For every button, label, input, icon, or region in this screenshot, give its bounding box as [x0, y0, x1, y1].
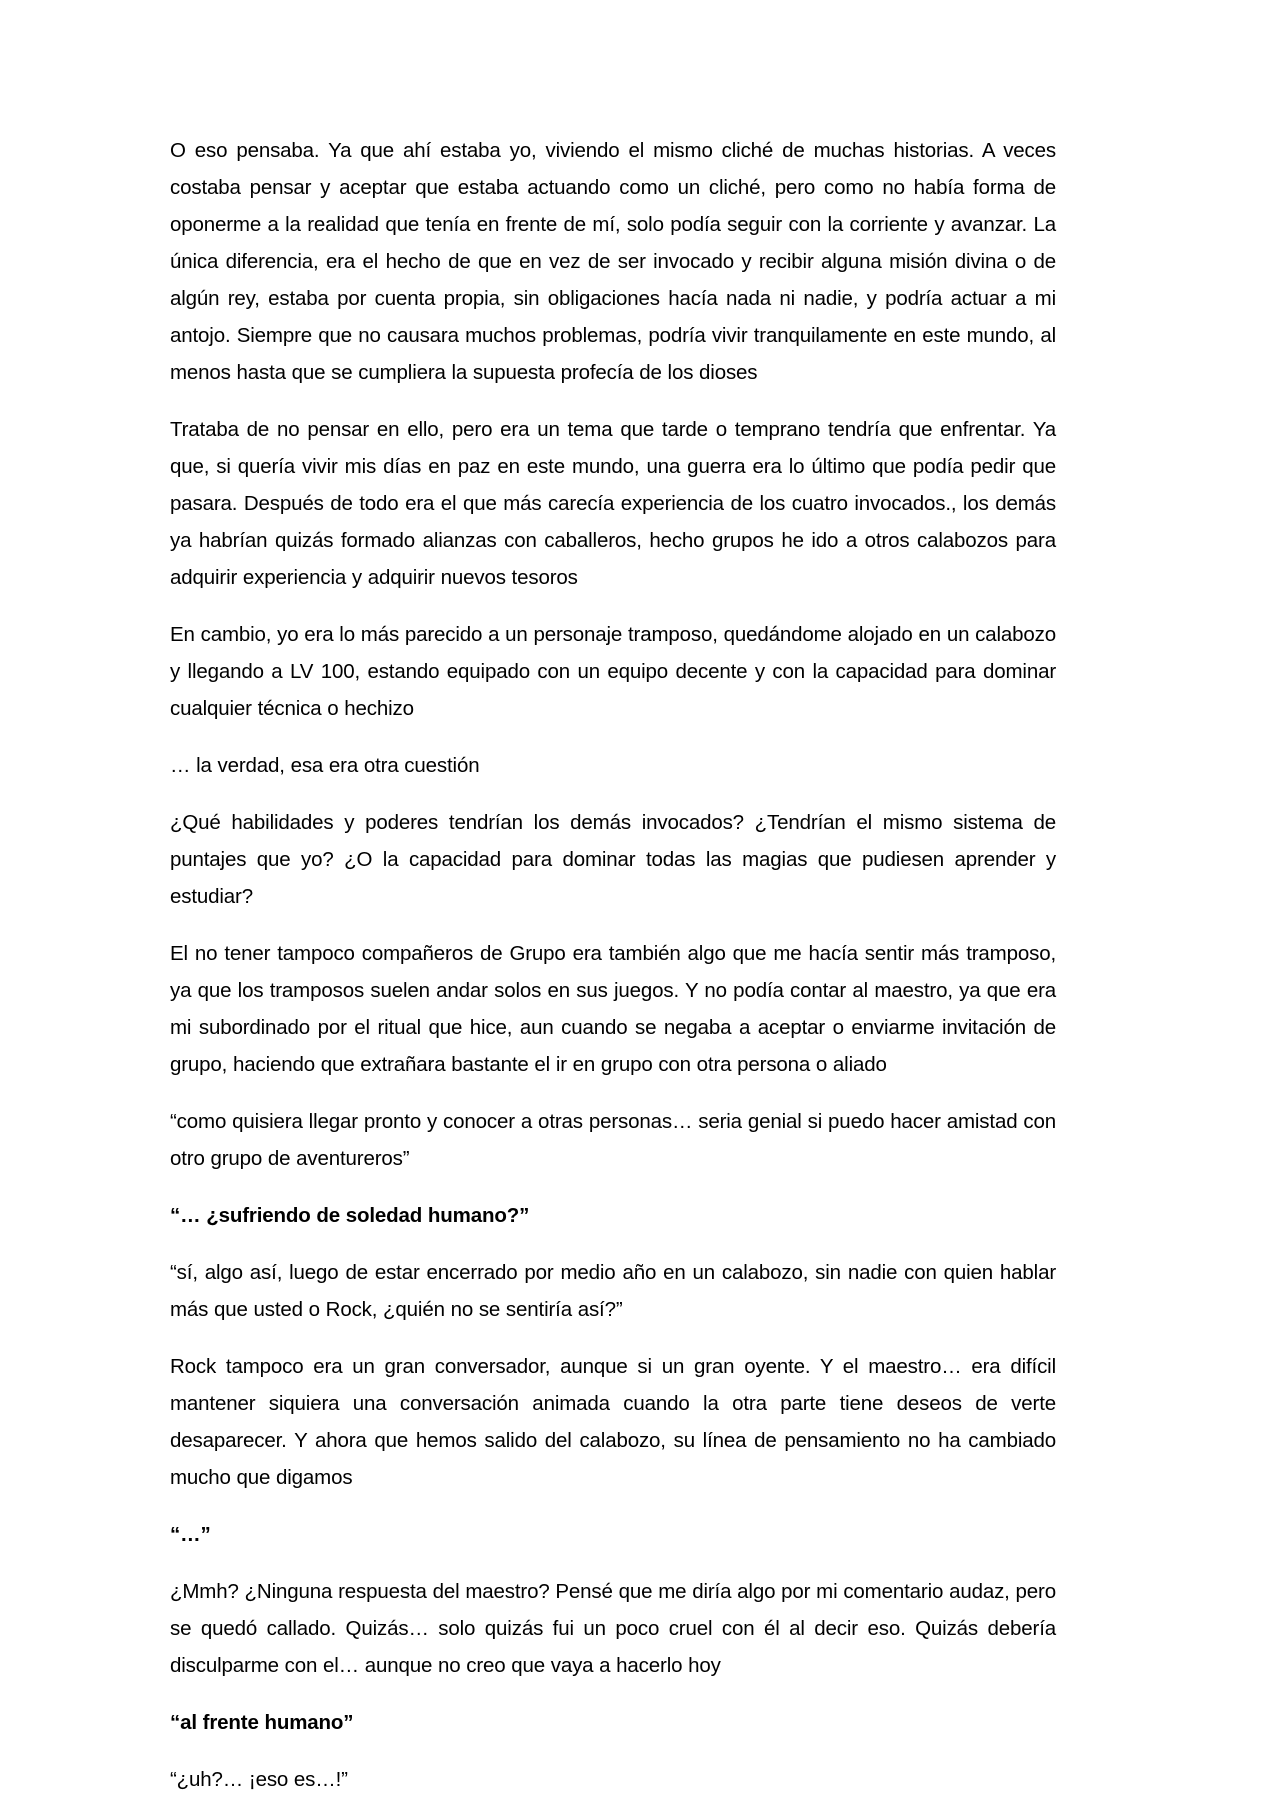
paragraph-dialogue-bold: “… ¿sufriendo de soledad humano?”: [170, 1204, 530, 1227]
paragraph: ¿Qué habilidades y poderes tendrían los demás invocados? ¿Tendrían el mismo sistema de puntajes que yo? ¿O la capacidad para dominar todas las magias que pudiesen aprender y estudiar?: [170, 811, 1056, 908]
paragraph: “¿uh?… ¡eso es…!”: [170, 1768, 348, 1791]
paragraph: “sí, algo así, luego de estar encerrado por medio año en un calabozo, sin nadie con quien hablar más que usted o Rock, ¿quién no se sentiría así?”: [170, 1261, 1056, 1321]
paragraph: En cambio, yo era lo más parecido a un personaje tramposo, quedándome alojado en un calabozo y llegando a LV 100, estando equipado con un equipo decente y con la capacidad para dominar cualquier técnica o hechizo: [170, 623, 1056, 720]
paragraph-dialogue-bold: “…”: [170, 1523, 211, 1546]
paragraph: Rock tampoco era un gran conversador, aunque si un gran oyente. Y el maestro… era difícil mantener siquiera una conversación animada cuando la otra parte tiene deseos de verte desaparecer. Y ahora que hemos salido del calabozo, su línea de pensamiento no ha cambiado mucho que digamos: [170, 1355, 1056, 1489]
paragraph: O eso pensaba. Ya que ahí estaba yo, viviendo el mismo cliché de muchas historias. A veces costaba pensar y aceptar que estaba actuando como un cliché, pero como no había forma de oponerme a la realidad que tenía en frente de mí, solo podía seguir con la corriente y avanzar. La única diferencia, era el hecho de que en vez de ser invocado y recibir alguna misión divina o de algún rey, estaba por cuenta propia, sin obligaciones hacía nada ni nadie, y podría actuar a mi antojo. Siempre que no causara muchos problemas, podría vivir tranquilamente en este mundo, al menos hasta que se cumpliera la supuesta profecía de los dioses: [170, 139, 1056, 384]
paragraph-dialogue-bold: “al frente humano”: [170, 1711, 354, 1734]
document-text-body: [170, 132, 1056, 1798]
paragraph: … la verdad, esa era otra cuestión: [170, 754, 480, 777]
paragraph: “como quisiera llegar pronto y conocer a otras personas… seria genial si puedo hacer amistad con otro grupo de aventureros”: [170, 1110, 1056, 1170]
paragraph: Trataba de no pensar en ello, pero era un tema que tarde o temprano tendría que enfrentar. Ya que, si quería vivir mis días en paz en este mundo, una guerra era lo último que podía pedir que pasara. Después de todo era el que más carecía experiencia de los cuatro invocados., los demás ya habrían quizás formado alianzas con caballeros, hecho grupos he ido a otros calabozos para adquirir experiencia y adquirir nuevos tesoros: [170, 418, 1056, 589]
paragraph: El no tener tampoco compañeros de Grupo era también algo que me hacía sentir más tramposo, ya que los tramposos suelen andar solos en sus juegos. Y no podía contar al maestro, ya que era mi subordinado por el ritual que hice, aun cuando se negaba a aceptar o enviarme invitación de grupo, haciendo que extrañara bastante el ir en grupo con otra persona o aliado: [170, 942, 1056, 1076]
paragraph: ¿Mmh? ¿Ninguna respuesta del maestro? Pensé que me diría algo por mi comentario audaz, pero se quedó callado. Quizás… solo quizás fui un poco cruel con él al decir eso. Quizás debería disculparme con el… aunque no creo que vaya a hacerlo hoy: [170, 1580, 1056, 1677]
